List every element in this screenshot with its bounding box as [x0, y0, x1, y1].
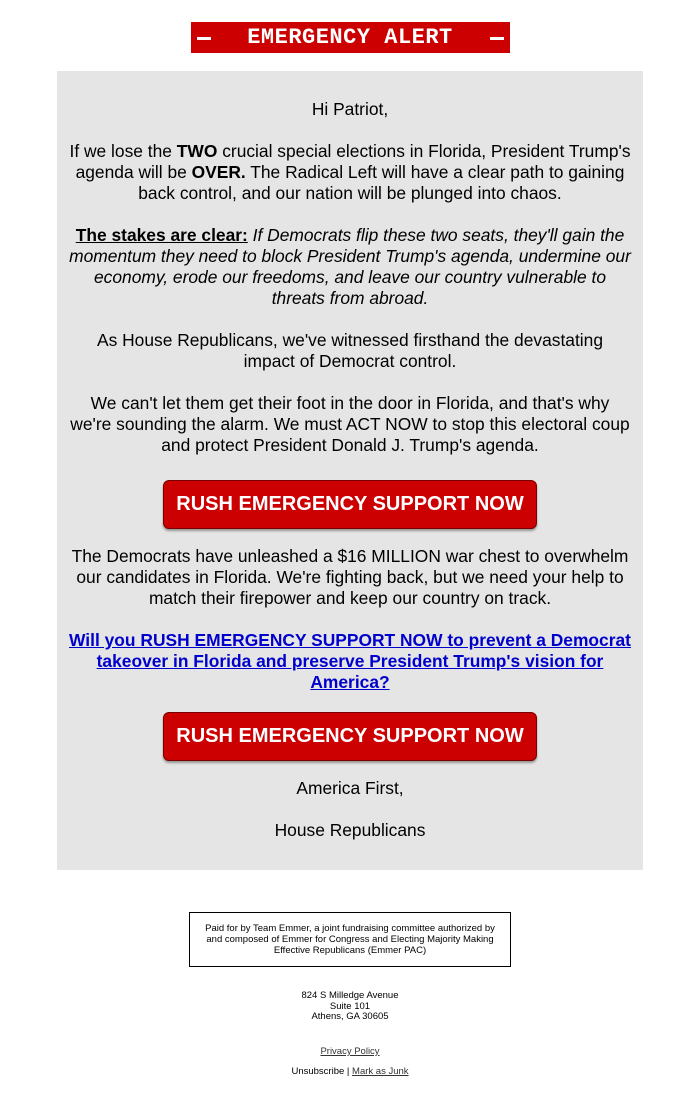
p1-text-e: The Radical Left will have a clear path to gaining back control, and our nation will be plunged into chaos.: [138, 162, 625, 203]
rush-support-button-bottom[interactable]: RUSH EMERGENCY SUPPORT NOW: [163, 712, 537, 761]
signature: House Republicans: [274, 820, 426, 840]
stakes-rest: If Democrats flip these two seats, they'll gain the momentum they need to block President Trump's agenda, undermine our economy, erode our freedoms, and leave our country vulnerable to threats from abroad.: [69, 225, 631, 308]
banner-dash-right: [490, 37, 504, 40]
unsubscribe-row: [0, 1066, 700, 1077]
banner-text: EMERGENCY ALERT: [247, 25, 453, 50]
privacy-row: [0, 1046, 700, 1057]
paragraph-stakes-intro: [69, 141, 631, 204]
mailing-address: [0, 991, 700, 1023]
p1-text-a: If we lose the: [69, 141, 177, 161]
signoff: America First,: [296, 778, 404, 798]
paragraph-act-now: We can't let them get their foot in the door in Florida, and that's why we're sounding the alarm. We must ACT NOW to stop this electoral coup and protect President Donald J. Trump's agenda.: [70, 393, 630, 455]
paragraph-war-chest: The Democrats have unleashed a $16 MILLION war chest to overwhelm our candidates in Florida. We're fighting back, but we need your help to match their firepower and keep our country on track.: [71, 546, 629, 608]
message-panel: [57, 71, 643, 870]
address-line-3: Athens, GA 30605: [311, 1011, 389, 1022]
p1-text-c: crucial special elections in Florida, President Trump's agenda will be: [75, 141, 631, 182]
p1-bold-two: TWO: [176, 141, 218, 161]
paid-for-disclaimer: Paid for by Team Emmer, a joint fundraising committee authorized by and composed of Emmer for Congress and Electing Majority Making Effective Republicans (Emmer PAC): [189, 912, 511, 967]
rush-support-link[interactable]: Will you RUSH EMERGENCY SUPPORT NOW to prevent a Democrat takeover in Florida and preserve President Trump's vision for America?: [69, 630, 631, 692]
address-line-2: Suite 101: [329, 1000, 371, 1012]
address-line-1: 824 S Milledge Avenue: [301, 990, 399, 1001]
footer-separator: |: [344, 1066, 353, 1077]
greeting: Hi Patriot,: [311, 99, 389, 119]
support-link-paragraph: [69, 630, 631, 693]
p1-bold-over: OVER.: [191, 162, 246, 182]
stakes-lead: The stakes are clear:: [75, 225, 248, 245]
privacy-policy-link[interactable]: Privacy Policy: [320, 1046, 380, 1057]
paragraph-stakes-clear: [69, 225, 631, 309]
mark-as-junk-link[interactable]: Mark as Junk: [352, 1066, 409, 1077]
rush-support-button-top[interactable]: RUSH EMERGENCY SUPPORT NOW: [163, 480, 537, 529]
emergency-alert-banner: [191, 22, 510, 53]
paragraph-house-republicans: As House Republicans, we've witnessed firsthand the devastating impact of Democrat control.: [96, 330, 603, 371]
banner-dash-left: [197, 37, 211, 40]
unsubscribe-link[interactable]: Unsubscribe: [291, 1066, 345, 1077]
header: [0, 22, 700, 53]
